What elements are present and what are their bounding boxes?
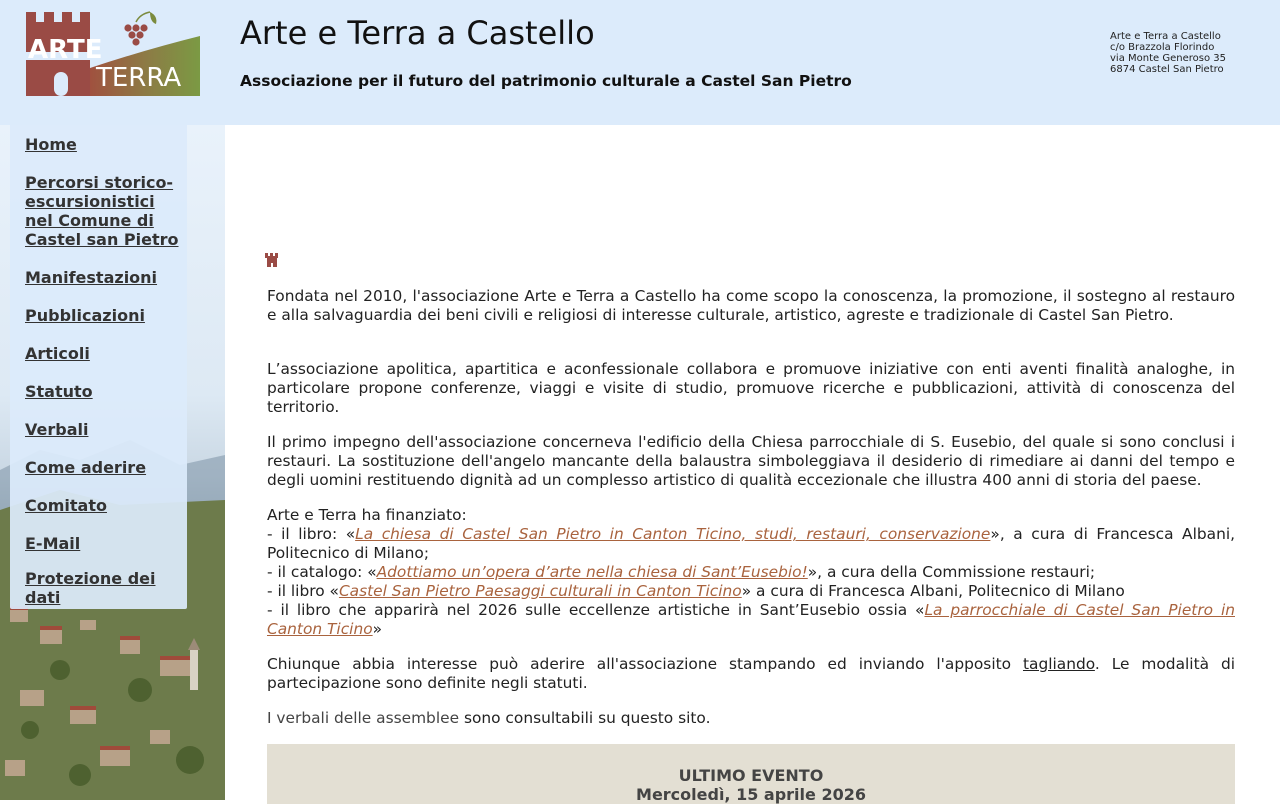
nav-item-articoli[interactable]: Articoli	[25, 344, 90, 363]
event-heading: ULTIMO EVENTO	[678, 766, 824, 785]
financed-item: - il libro «Castel San Pietro Paesaggi culturali in Canton Ticino» a cura di Francesca Albani, Politecnico di Milano	[267, 582, 1125, 600]
site-title: Arte e Terra a Castello	[240, 14, 595, 52]
page-header	[0, 0, 1280, 125]
minutes-link[interactable]: I verbali delle assemblee	[267, 709, 460, 727]
nav-item-email[interactable]: E-Mail	[25, 534, 81, 553]
catalog-link[interactable]: Adottiamo un’opera d’arte nella chiesa di Sant’Eusebio!	[376, 563, 808, 581]
financed-item: - il libro: «La chiesa di Castel San Pietro in Canton Ticino, studi, restauri, conservazione», a cura di Francesca Albani, Politecnico di Milano;	[267, 525, 1235, 562]
nav-item-home[interactable]: Home	[25, 135, 77, 154]
latest-event-box	[267, 744, 1235, 804]
nav-item-statuto[interactable]: Statuto	[25, 382, 93, 401]
nav-item-manifestazioni[interactable]: Manifestazioni	[25, 268, 158, 287]
event-date: Mercoledì, 15 aprile 2026	[636, 785, 866, 804]
financed-item: - il catalogo: «Adottiamo un’opera d’arte nella chiesa di Sant’Eusebio!», a cura della Commissione restauri;	[267, 563, 1096, 581]
financed-intro: Arte e Terra ha finanziato:	[267, 506, 467, 524]
nav-item-pubblicazioni[interactable]: Pubblicazioni	[25, 306, 145, 325]
logo-word-terra: TERRA	[96, 63, 182, 93]
mission-paragraph: L’associazione apolitica, apartitica e aconfessionale collabora e promuove iniziative con enti aventi finalità analoghe, in particolare propone conferenze, viaggi e visite di studio, promuove ricerche e pubblicazioni, attività di conoscenza del territorio.	[267, 360, 1235, 416]
address-line: via Monte Generoso 35	[1110, 53, 1226, 64]
nav-item-percorsi[interactable]: Percorsi storico-escursionistici nel Comune di Castel san Pietro	[25, 173, 179, 249]
nav-item-verbali[interactable]: Verbali	[25, 420, 89, 439]
site-subtitle: Associazione per il futuro del patrimonio culturale a Castel San Pietro	[240, 72, 852, 90]
church-paragraph: Il primo impegno dell'associazione concerneva l'edificio della Chiesa parrocchiale di S. Eusebio, del quale si sono conclusi i restauri. La sostituzione dell'angelo mancante della balaustra simboleggiava il desiderio di rimediare ai danni del tempo e degli uomini restituendo dignità ad un complesso artistico di qualità eccezionale che illustra 400 anni di storia del paese.	[267, 433, 1235, 489]
book-link[interactable]: La parrocchiale di Castel San Pietro in Canton Ticino	[267, 601, 1235, 638]
financed-list	[267, 506, 1235, 639]
membership-form-link[interactable]: tagliando	[1022, 655, 1095, 673]
postal-address	[1110, 31, 1226, 75]
address-line: Arte e Terra a Castello	[1110, 31, 1221, 42]
nav-item-protezione-dati[interactable]: Protezione dei dati	[25, 569, 156, 607]
book-link[interactable]: Castel San Pietro Paesaggi culturali in Canton Ticino	[338, 582, 742, 600]
book-link[interactable]: La chiesa di Castel San Pietro in Canton Ticino, studi, restauri, conservazione	[355, 525, 991, 543]
nav-item-come-aderire[interactable]: Come aderire	[25, 458, 147, 477]
financed-item: - il libro che apparirà nel 2026 sulle eccellenze artistiche in Sant’Eusebio ossia «La parrocchiale di Castel San Pietro in Canton Ticino»	[267, 601, 1235, 638]
logo-word-arte: ARTE	[28, 35, 103, 65]
castle-icon	[264, 250, 282, 268]
arte-terra-logo[interactable]	[24, 10, 202, 100]
address-line: 6874 Castel San Pietro	[1110, 64, 1224, 75]
membership-paragraph: Chiunque abbia interesse può aderire all'associazione stampando ed inviando l'apposito tagliando. Le modalità di partecipazione sono definite negli statuti.	[267, 655, 1236, 692]
minutes-paragraph: I verbali delle assemblee sono consultabili su questo sito.	[267, 709, 711, 727]
intro-paragraph: Fondata nel 2010, l'associazione Arte e Terra a Castello ha come scopo la conoscenza, la promozione, il sostegno al restauro e alla salvaguardia dei beni civili e religiosi di interesse culturale, artistico, agreste e tradizionale di Castel San Pietro.	[267, 287, 1235, 324]
main-navigation	[10, 114, 187, 609]
nav-item-comitato[interactable]: Comitato	[25, 496, 107, 515]
address-line: c/o Brazzola Florindo	[1110, 42, 1215, 53]
